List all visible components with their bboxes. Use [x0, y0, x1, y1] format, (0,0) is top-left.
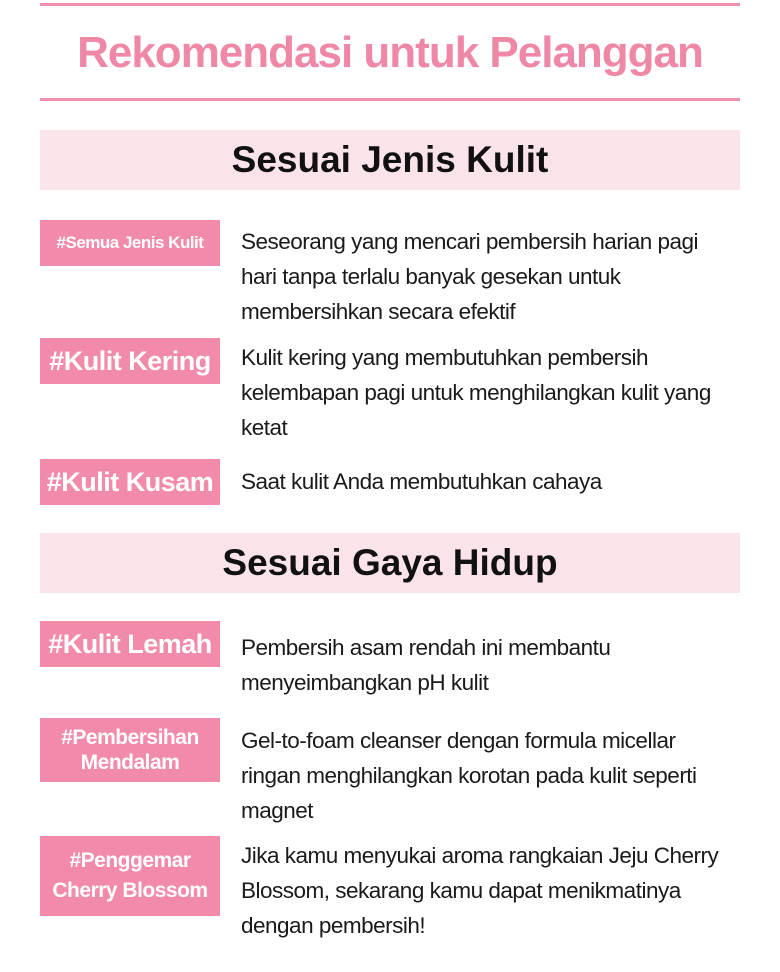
tag-cherry-blossom-fan — [40, 836, 220, 916]
tag-deep-cleansing — [40, 718, 220, 782]
top-divider — [40, 3, 740, 6]
desc-dull-skin: Saat kulit Anda membutuhkan cahaya — [241, 469, 602, 494]
desc-deep-cleansing: Gel-to-foam cleanser dengan formula micellar ringan menghilangkan korotan pada kulit seperti magnet — [241, 728, 697, 823]
title-divider — [40, 98, 740, 101]
page-title: Rekomendasi untuk Pelanggan — [77, 28, 703, 77]
section-header-skin-type: Sesuai Jenis Kulit — [40, 130, 740, 190]
desc-cherry-blossom-fan: Jika kamu menyukai aroma rangkaian Jeju Cherry Blossom, sekarang kamu dapat menikmatinya dengan pembersih! — [241, 843, 719, 938]
desc-dry-skin: Kulit kering yang membutuhkan pembersih kelembapan pagi untuk menghilangkan kulit yang ketat — [241, 345, 711, 440]
tag-deep-cleansing-line-2: Mendalam — [80, 751, 180, 774]
tag-deep-cleansing-line-1: #Pembersihan — [61, 725, 199, 749]
section-header-lifestyle: Sesuai Gaya Hidup — [40, 533, 740, 593]
desc-weak-skin: Pembersih asam rendah ini membantu menyeimbangkan pH kulit — [241, 635, 611, 695]
tag-dull-skin: #Kulit Kusam — [40, 459, 220, 505]
tag-cherry-blossom-line-1: #Penggemar — [69, 848, 191, 872]
desc-all-skin: Seseorang yang mencari pembersih harian pagi hari tanpa terlalu banyak gesekan untuk membersihkan secara efektif — [241, 229, 699, 324]
tag-all-skin: #Semua Jenis Kulit — [40, 220, 220, 266]
tag-cherry-blossom-line-2: Cherry Blossom — [52, 879, 208, 902]
tag-dry-skin: #Kulit Kering — [40, 338, 220, 384]
tag-weak-skin: #Kulit Lemah — [40, 621, 220, 667]
